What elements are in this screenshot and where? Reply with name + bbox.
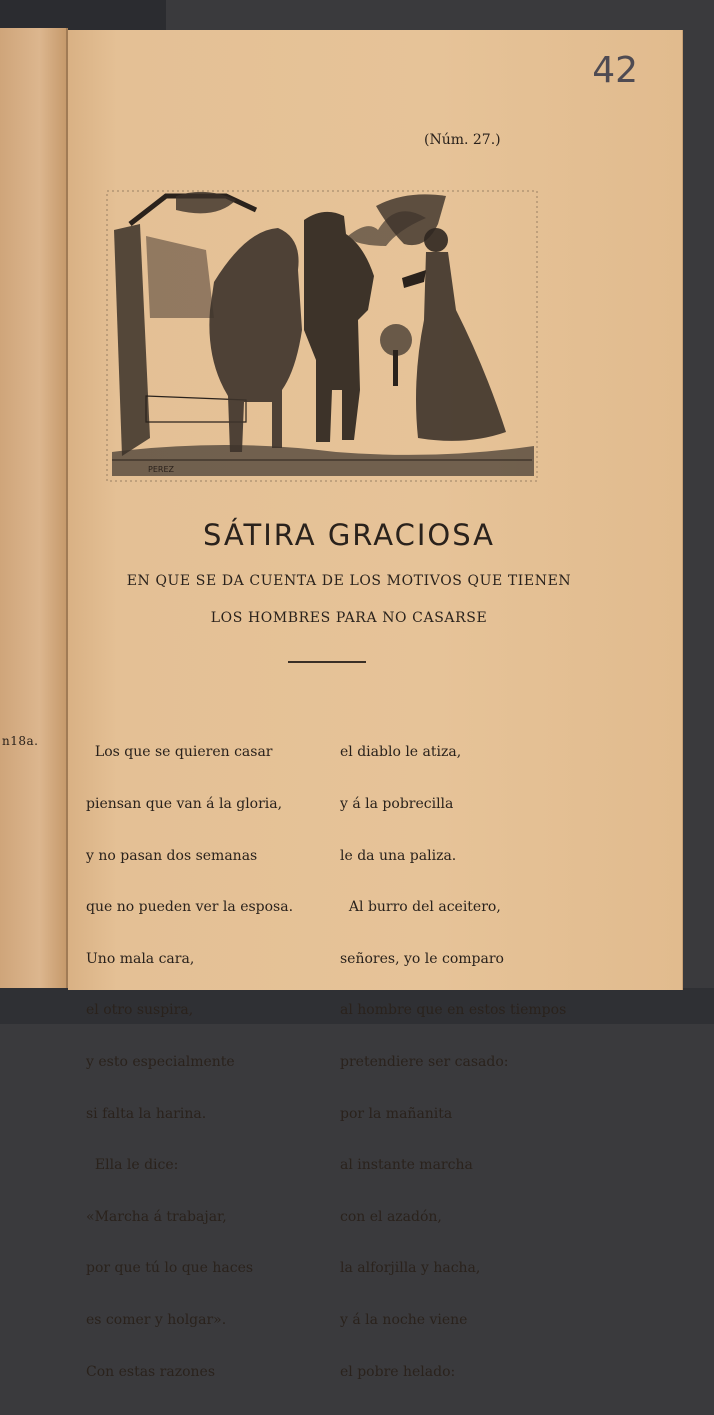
woodcut-illustration xyxy=(106,190,538,482)
verse-line: Ella le dice: xyxy=(86,1157,179,1174)
verse-line: al instante marcha xyxy=(340,1157,473,1174)
verse-line: Con estas razones xyxy=(86,1363,216,1380)
verse-line: por la mañanita xyxy=(340,1105,453,1122)
left-page-fragment: n18a. xyxy=(2,734,39,748)
verse-line: le da una paliza. xyxy=(340,847,457,864)
verse-line: por que tú lo que haces xyxy=(86,1260,254,1277)
verse-line: que no pueden ver la esposa. xyxy=(86,899,294,916)
verse-line: y esto especialmente xyxy=(86,1053,235,1070)
page-title: SÁTIRA GRACIOSA xyxy=(202,518,496,552)
verse-line: el pobre helado: xyxy=(340,1363,456,1380)
verse-line: es comer y holgar». xyxy=(86,1311,227,1328)
verse-line: con el azadón, xyxy=(340,1208,442,1225)
verse-line: Uno mala cara, xyxy=(86,950,195,967)
verse-line: el otro suspira, xyxy=(86,1002,194,1019)
verse-column-left xyxy=(86,710,293,1415)
verse-line: y á la noche viene xyxy=(340,1311,468,1328)
verse-line: pretendiere ser casado: xyxy=(340,1053,509,1070)
verse-line: «Marcha á trabajar, xyxy=(86,1208,227,1225)
verse-line: al hombre que en estos tiempos xyxy=(340,1002,567,1019)
verse-line: señores, yo le comparo xyxy=(340,950,504,967)
verse-column-right xyxy=(340,710,566,1415)
verse-line: la alforjilla y hacha, xyxy=(340,1260,481,1277)
verse-line: y á la pobrecilla xyxy=(340,796,454,812)
subtitle-line-2: LOS HOMBRES PARA NO CASARSE xyxy=(210,610,488,626)
left-page xyxy=(0,28,68,990)
issue-number: (Núm. 27.) xyxy=(424,132,501,148)
folio-number: 42 xyxy=(592,50,638,91)
divider-rule xyxy=(288,661,366,663)
book-spine-strip xyxy=(0,0,166,30)
verse-line: el diablo le atiza, xyxy=(340,744,462,761)
woodcut-signature: PEREZ xyxy=(148,465,174,474)
subtitle-line-1: EN QUE SE DA CUENTA DE LOS MOTIVOS QUE TIENEN xyxy=(126,573,572,589)
verse-line: Al burro del aceitero, xyxy=(340,899,501,916)
verse-line: y no pasan dos semanas xyxy=(86,847,258,864)
right-page xyxy=(68,30,683,1380)
verse-line: Los que se quieren casar xyxy=(86,744,273,761)
verse-line: piensan que van á la gloria, xyxy=(86,796,283,812)
verse-line: si falta la harina. xyxy=(86,1105,207,1122)
